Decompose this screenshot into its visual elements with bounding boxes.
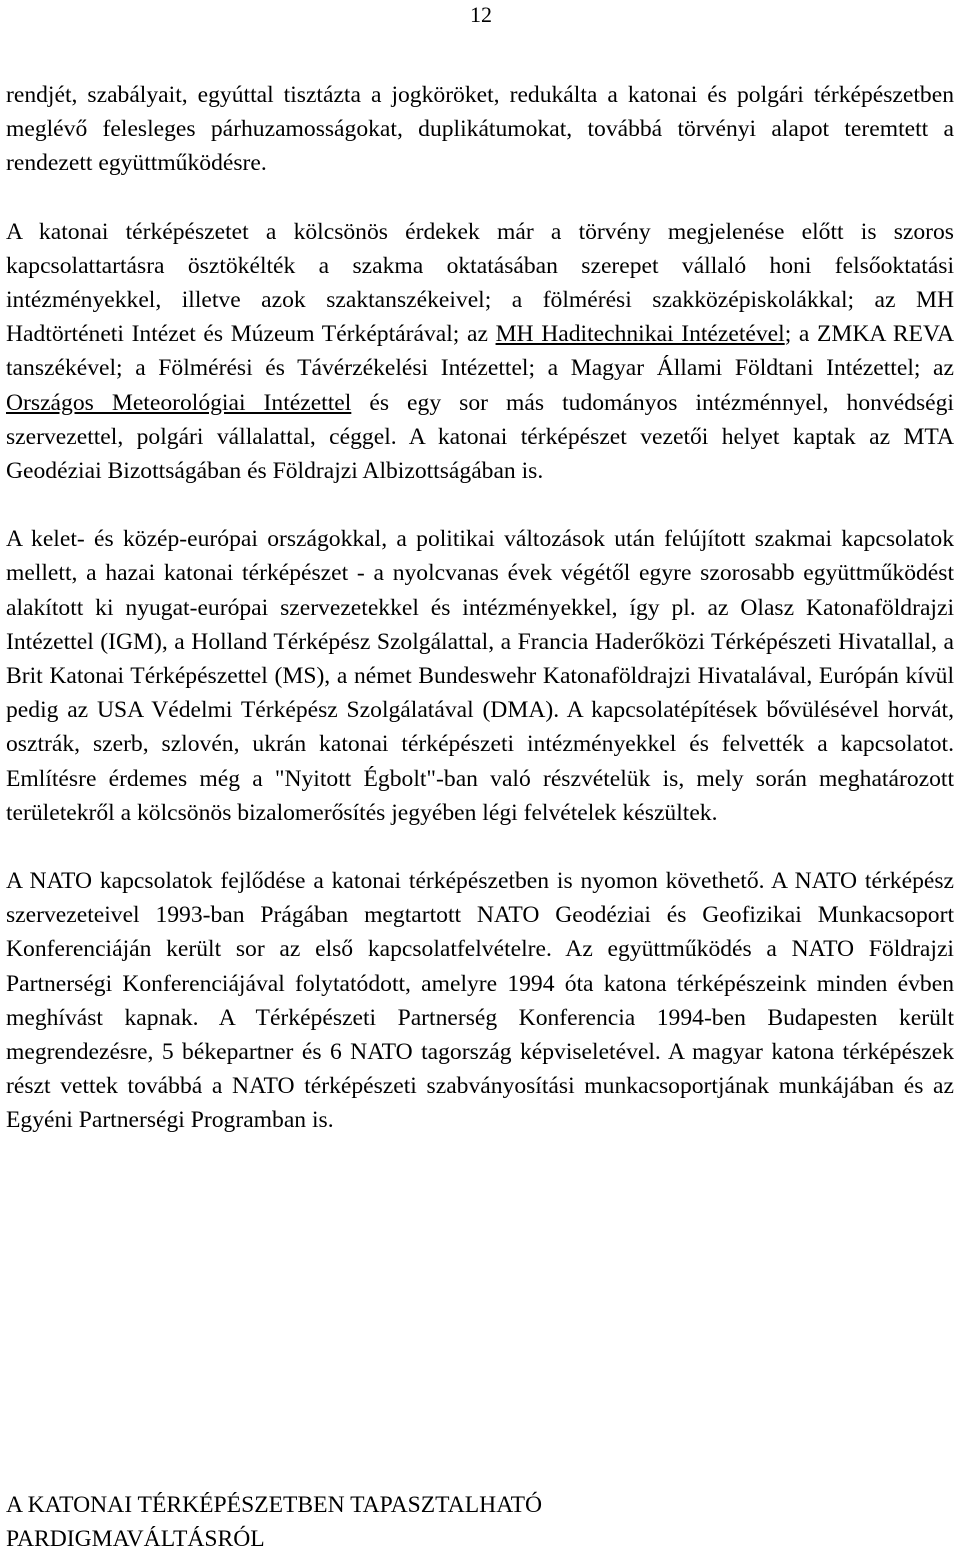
document-body — [6, 78, 954, 1138]
paragraph-4: A NATO kapcsolatok fejlődése a katonai térképészetben is nyomon követhető. A NATO térképész szervezeteivel 1993-ban Prágában megtartott NATO Geodéziai és Geofizikai Munkacsoport Konferenciáján került sor az első kapcsolatfelvételre. Az együttműködés a NATO Földrajzi Partnerségi Konferenciájával folytatódott, amelyre 1994 óta katona térképészeink minden évben meghívást kapnak. A Térképészeti Partnerség Konferencia 1994-ben Budapesten került megrendezésre, 5 békepartner és 6 NATO tagország képviseletével. A magyar katona térképészek részt vettek továbbá a NATO térképészeti szabványosítási munkacsoportjának munkájában és az Egyéni Partnerségi Programban is. — [6, 868, 954, 1134]
page-number: 12 — [470, 2, 492, 27]
paragraph-2-text-c: és egy sor más tudományos intézménnyel, honvédségi szervezettel, polgári vállalattal, céggel. A katonai térképészet vezetői helyet kaptak az MTA Geodéziai Bizottságában és Földrajzi Albizottságában is. — [6, 389, 954, 485]
section-heading-line-1: A KATONAI TÉRKÉPÉSZETBEN TAPASZTALHATÓ — [6, 1492, 543, 1518]
paragraph-1: rendjét, szabályait, egyúttal tisztázta a jogköröket, redukálta a katonai és polgári térképészetben meglévő felesleges párhuzamosságokat, duplikátumokat, továbbá törvényi alapot teremtett a rendezett együttműködésre. — [6, 82, 954, 177]
link-mh-haditechnikai-intezet[interactable]: MH Haditechnikai Intézetével — [495, 321, 785, 348]
paragraph-2-text-a: A katonai térképészetet a kölcsönös érdekek már a törvény megjelenése előtt is szoros kapcsolattartásra ösztökélték a szakma oktatásában szerepet vállaló honi felsőoktatási intézményekkel, illetve azok szaktanszékeivel; a fölmérési szakközépiskolákkal; az MH Hadtörténeti Intézet és Múzeum Térképtárával; az — [6, 218, 954, 348]
paragraph-2 — [6, 215, 954, 489]
paragraph-2-text-b: ; a ZMKA REVA tanszékével; a Fölmérési és Távérzékelési Intézettel; a Magyar Állami Földtani Intézettel; az — [6, 321, 955, 382]
paragraph-3: A kelet- és közép-európai országokkal, a politikai változások után felújított szakmai kapcsolatok mellett, a hazai katonai térképészet - a nyolcvanas évek végétől egyre szorosabb együttműködést alakított ki nyugat-európai szervezetekkel és intézményekkel, így pl. az Olasz Katonaföldrajzi Intézettel (IGM), a Holland Térképész Szolgálattal, a Francia Haderőközi Térképészeti Hivatallal, a Brit Katonai Térképészettel (MS), a német Bundeswehr Katonaföldrajzi Hivatalával, Európán kívül pedig az USA Védelmi Térképész Szolgálatával (DMA). A kapcsolatépítések bővülésével horvát, osztrák, szerb, szlovén, ukrán katonai térképészeti intézményekkel és felvették a kapcsolatot. Említésre érdemes még a "Nyitott Égbolt"-ban való részvételük is, mely során meghatározott területekről a kölcsönös bizalomerősítés jegyében légi felvételek készültek. — [6, 526, 954, 826]
section-heading-line-2: PARDIGMAVÁLTÁSRÓL — [6, 1526, 265, 1552]
section-heading — [6, 1488, 954, 1556]
link-orszagos-meteorologiai-intezet[interactable]: Országos Meteorológiai Intézettel — [6, 389, 352, 416]
